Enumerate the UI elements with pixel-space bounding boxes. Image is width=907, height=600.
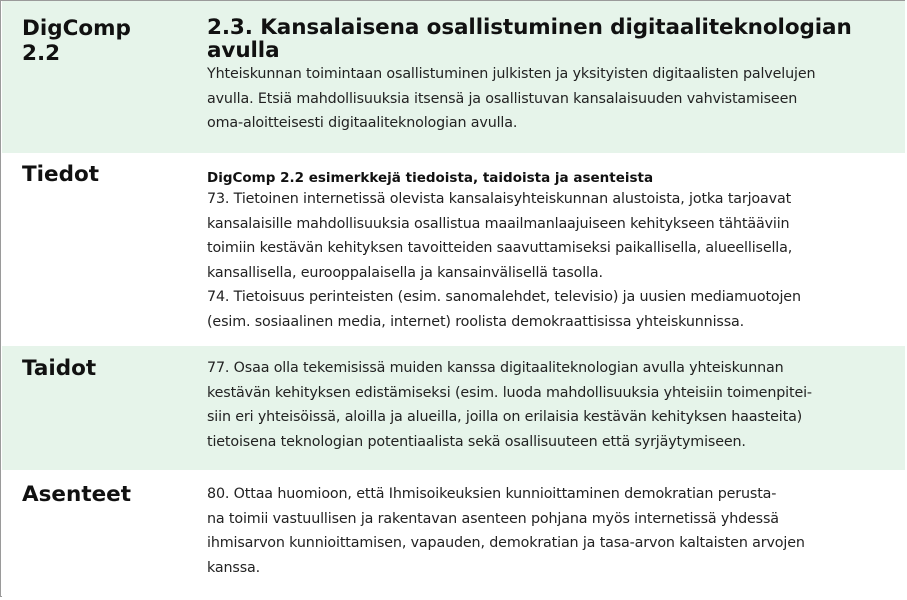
- knowledge-content: [207, 166, 879, 334]
- attitudes-line: ihmisarvon kunnioittamisen, vapauden, demokratian ja tasa-arvon kaltaisten arvojen: [207, 535, 805, 551]
- attitudes-label: Asenteet: [22, 482, 132, 507]
- knowledge-line: 73. Tietoinen internetissä olevista kansalaisyhteiskunnan alustoista, jotka tarjoavat: [207, 191, 792, 207]
- skills-label: Taidot: [22, 356, 97, 381]
- description-line: avulla. Etsiä mahdollisuuksia itsensä ja osallistuvan kansalaisuuden vahvistamiseen: [207, 90, 798, 107]
- knowledge-line: kansallisella, eurooppalaisella ja kansainvälisellä tasolla.: [207, 264, 603, 281]
- framework-label: [22, 16, 131, 66]
- description-line: Yhteiskunnan toimintaan osallistuminen julkisten ja yksityisten digitaalisten palvelujen: [207, 66, 816, 82]
- knowledge-line: toimiin kestävän kehityksen tavoitteiden saavuttamiseksi paikallisella, alueellisella,: [207, 240, 793, 256]
- knowledge-text: [207, 187, 879, 334]
- competence-title-line-2: avulla: [207, 38, 280, 63]
- knowledge-line: (esim. sosiaalinen media, internet) roolista demokraattisissa yhteiskunnissa.: [207, 313, 745, 330]
- attitudes-text: [207, 482, 879, 580]
- knowledge-label: Tiedot: [22, 162, 100, 187]
- skills-text: [207, 356, 879, 454]
- examples-subtitle: DigComp 2.2 esimerkkejä tiedoista, taidoista ja asenteista: [207, 170, 654, 186]
- attitudes-line: kanssa.: [207, 559, 261, 576]
- framework-name: DigComp: [22, 16, 131, 41]
- description-line: oma-aloitteisesti digitaaliteknologian avulla.: [207, 115, 518, 131]
- skills-line: tietoisena teknologian potentiaalista sekä osallisuuteen että syrjäytymiseen.: [207, 433, 746, 450]
- skills-row: [2, 346, 905, 470]
- knowledge-line: kansalaisille mahdollisuuksia osallistua maailmanlaajuiseen kehitykseen tähtääviin: [207, 215, 790, 232]
- header-content: [207, 16, 879, 136]
- attitudes-line: 80. Ottaa huomioon, että Ihmisoikeuksien kunnioittaminen demokratian perusta-: [207, 486, 777, 502]
- attitudes-content: [207, 482, 879, 580]
- competence-title: [207, 16, 879, 62]
- framework-version: 2.2: [22, 41, 61, 66]
- knowledge-row: [2, 153, 905, 346]
- header-row: [2, 1, 905, 153]
- skills-line: kestävän kehityksen edistämiseksi (esim. luoda mahdollisuuksia yhteisiin toimenpitei-: [207, 384, 812, 401]
- attitudes-line: na toimii vastuullisen ja rakentavan asenteen pohjana myös internetissä yhdessä: [207, 510, 779, 527]
- skills-line: siin eri yhteisöissä, aloilla ja alueilla, joilla on erilaisia kestävän kehityksen haasteita): [207, 409, 803, 425]
- competence-description: [207, 62, 879, 136]
- attitudes-row: [2, 470, 905, 597]
- knowledge-line: 74. Tietoisuus perinteisten (esim. sanomalehdet, televisio) ja uusien mediamuotojen: [207, 289, 801, 305]
- skills-content: [207, 356, 879, 454]
- competence-title-line-1: 2.3. Kansalaisena osallistuminen digitaaliteknologian: [207, 15, 852, 40]
- skills-line: 77. Osaa olla tekemisissä muiden kanssa digitaaliteknologian avulla yhteiskunnan: [207, 360, 784, 376]
